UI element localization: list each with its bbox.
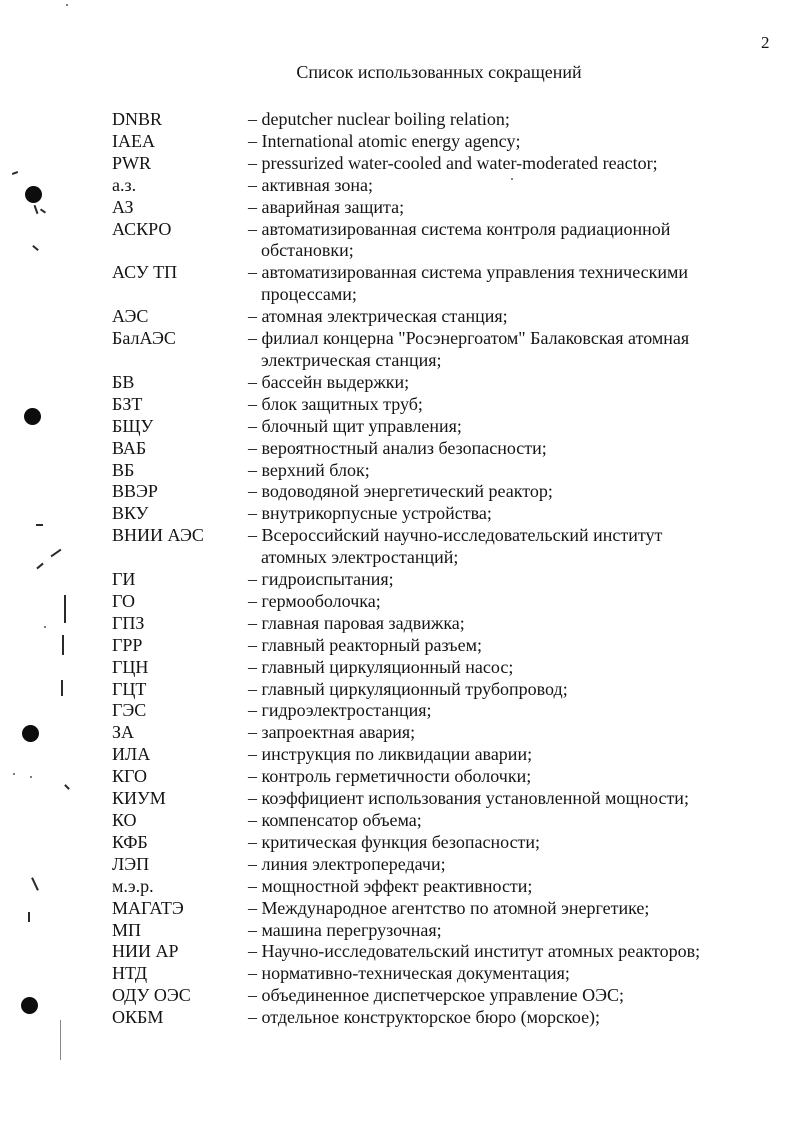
abbreviation-term: ГРР xyxy=(112,634,143,655)
abbreviation-term: НИИ АР xyxy=(112,941,179,962)
abbreviation-row xyxy=(112,613,752,635)
abbreviation-term: АСУ ТП xyxy=(112,262,178,283)
abbreviation-definition xyxy=(248,657,752,679)
definition-line: – главная паровая задвижка; xyxy=(248,612,465,633)
definition-continuation: обстановки; xyxy=(261,240,354,261)
abbreviation-row xyxy=(112,394,752,416)
abbreviation-definition xyxy=(248,876,752,898)
abbreviation-term: PWR xyxy=(112,152,152,173)
abbreviation-term: ВНИИ АЭС xyxy=(112,525,204,546)
abbreviation-term: БВ xyxy=(112,371,135,392)
abbreviation-definition xyxy=(248,197,752,219)
abbreviation-term: КГО xyxy=(112,766,147,787)
abbreviation-row xyxy=(112,481,752,503)
abbreviation-row xyxy=(112,328,752,372)
abbreviation-definition xyxy=(248,985,752,1007)
abbreviation-row xyxy=(112,679,752,701)
abbreviation-term: ИЛА xyxy=(112,744,151,765)
abbreviation-term: ВАБ xyxy=(112,437,147,458)
abbreviation-row xyxy=(112,372,752,394)
abbreviation-definition xyxy=(248,832,752,854)
abbreviation-term: КИУМ xyxy=(112,788,166,809)
abbreviation-definition xyxy=(248,613,752,635)
abbreviation-definition xyxy=(248,569,752,591)
definition-line: – pressurized water-cooled and water-moderated reactor; xyxy=(248,152,658,173)
punch-hole xyxy=(22,725,39,742)
definition-line: – контроль герметичности оболочки; xyxy=(248,766,532,787)
abbreviation-row xyxy=(112,197,752,219)
scan-mark xyxy=(12,171,18,175)
abbreviation-definition xyxy=(248,635,752,657)
abbreviation-definition xyxy=(248,898,752,920)
definition-line: – коэффициент использования установленной мощности; xyxy=(248,788,689,809)
abbreviation-row xyxy=(112,438,752,460)
abbreviation-row xyxy=(112,503,752,525)
abbreviation-term: АЗ xyxy=(112,196,134,217)
abbreviation-term: а.з. xyxy=(112,174,137,195)
abbreviation-term: ОДУ ОЭС xyxy=(112,985,191,1006)
scan-mark xyxy=(36,524,43,526)
definition-line: – филиал концерна "Росэнергоатом" Балаковская атомная xyxy=(248,328,690,349)
abbreviation-row xyxy=(112,416,752,438)
abbreviation-term: МП xyxy=(112,919,142,940)
definition-line: – главный реакторный разъем; xyxy=(248,634,482,655)
definition-line: – атомная электрическая станция; xyxy=(248,306,508,327)
scan-mark xyxy=(51,549,62,558)
abbreviation-definition xyxy=(248,131,752,153)
abbreviation-row xyxy=(112,985,752,1007)
definition-line: – машина перегрузочная; xyxy=(248,919,442,940)
definition-line: – deputcher nuclear boiling relation; xyxy=(248,109,510,129)
abbreviation-term: м.э.р. xyxy=(112,875,154,896)
definition-line: – верхний блок; xyxy=(248,459,370,480)
abbreviation-definition xyxy=(248,920,752,942)
definition-continuation: процессами; xyxy=(261,284,357,305)
definition-line: – Научно-исследовательский институт атомных реакторов; xyxy=(248,941,701,962)
abbreviation-definition xyxy=(248,525,752,569)
definition-line: – отдельное конструкторское бюро (морское); xyxy=(248,1007,601,1028)
definition-line: – гидроэлектростанция; xyxy=(248,700,432,721)
abbreviation-definition xyxy=(248,219,752,263)
scan-dot xyxy=(511,178,513,180)
abbreviation-term: ГПЗ xyxy=(112,612,145,633)
abbreviation-term: НТД xyxy=(112,963,148,984)
abbreviation-term: МАГАТЭ xyxy=(112,897,184,918)
abbreviation-definition xyxy=(248,438,752,460)
abbreviation-definition xyxy=(248,503,752,525)
abbreviation-row xyxy=(112,306,752,328)
definition-line: – главный циркуляционный трубопровод; xyxy=(248,678,568,699)
abbreviation-row xyxy=(112,941,752,963)
abbreviation-term: ВБ xyxy=(112,459,135,480)
abbreviation-definition xyxy=(248,722,752,744)
abbreviation-term: ГЦН xyxy=(112,656,149,677)
definition-line: – бассейн выдержки; xyxy=(248,371,410,392)
abbreviation-row xyxy=(112,898,752,920)
abbreviation-term: ВВЭР xyxy=(112,481,158,502)
definition-line: – внутрикорпусные устройства; xyxy=(248,503,492,524)
abbreviation-definition xyxy=(248,109,752,131)
abbreviation-definition xyxy=(248,460,752,482)
abbreviation-term: ВКУ xyxy=(112,503,149,524)
abbreviation-row xyxy=(112,920,752,942)
definition-continuation: атомных электростанций; xyxy=(261,547,459,568)
scan-dot xyxy=(66,4,68,6)
definition-line: – линия электропередачи; xyxy=(248,853,446,874)
abbreviation-row xyxy=(112,832,752,854)
scan-mark xyxy=(61,680,63,696)
definition-line: – гермооболочка; xyxy=(248,590,381,611)
abbreviation-row xyxy=(112,766,752,788)
definition-line: – водоводяной энергетический реактор; xyxy=(248,481,553,502)
abbreviation-definition xyxy=(248,328,752,372)
definition-line: – запроектная авария; xyxy=(248,722,416,743)
abbreviation-definition xyxy=(248,1007,752,1029)
scan-mark xyxy=(34,205,39,214)
abbreviation-definition xyxy=(248,394,752,416)
abbreviation-term: ГЦТ xyxy=(112,678,147,699)
punch-hole xyxy=(25,186,42,203)
definition-line: – активная зона; xyxy=(248,174,374,195)
scan-dot xyxy=(44,626,46,628)
abbreviation-row xyxy=(112,744,752,766)
abbreviation-definition xyxy=(248,744,752,766)
abbreviation-row xyxy=(112,1007,752,1029)
definition-line: – аварийная защита; xyxy=(248,196,405,217)
abbreviation-row xyxy=(112,810,752,832)
definition-line: – блочный щит управления; xyxy=(248,415,462,436)
abbreviation-term: АСКРО xyxy=(112,218,172,239)
scan-mark xyxy=(31,877,39,891)
definition-line: – вероятностный анализ безопасности; xyxy=(248,437,547,458)
abbreviation-definition xyxy=(248,788,752,810)
abbreviation-row xyxy=(112,657,752,679)
abbreviation-term: КФБ xyxy=(112,831,148,852)
scan-mark xyxy=(28,912,30,922)
definition-line: – инструкция по ликвидации аварии; xyxy=(248,744,533,765)
scan-mark xyxy=(36,563,43,570)
abbreviation-term: БЩУ xyxy=(112,415,154,436)
abbreviation-term: ГО xyxy=(112,590,135,611)
abbreviation-definition xyxy=(248,941,752,963)
abbreviation-row xyxy=(112,722,752,744)
scan-mark xyxy=(32,245,39,251)
definition-line: – объединенное диспетчерское управление ОЭС; xyxy=(248,985,624,1006)
abbreviation-row xyxy=(112,219,752,263)
abbreviation-definition xyxy=(248,262,752,306)
abbreviation-row xyxy=(112,175,752,197)
definition-line: – Международное агентство по атомной энергетике; xyxy=(248,897,650,918)
punch-hole xyxy=(24,408,41,425)
scan-mark xyxy=(64,784,70,790)
abbreviation-term: ЛЭП xyxy=(112,853,150,874)
abbreviation-row xyxy=(112,876,752,898)
abbreviation-row xyxy=(112,460,752,482)
abbreviation-term: КО xyxy=(112,810,137,830)
definition-line: – гидроиспытания; xyxy=(248,569,394,590)
scan-mark xyxy=(40,208,46,213)
abbreviation-term: ЗА xyxy=(112,722,135,743)
definition-line: – International atomic energy agency; xyxy=(248,130,521,151)
abbreviation-term: IAEA xyxy=(112,130,155,151)
abbreviation-row xyxy=(112,854,752,876)
abbreviation-row xyxy=(112,525,752,569)
abbreviation-row xyxy=(112,109,752,131)
abbreviation-definition xyxy=(248,175,752,197)
definition-line: – критическая функция безопасности; xyxy=(248,831,541,852)
definition-line: – автоматизированная система управления техническими xyxy=(248,262,689,283)
abbreviation-term: DNBR xyxy=(112,109,163,129)
abbreviation-definition xyxy=(248,416,752,438)
definition-line: – блок защитных труб; xyxy=(248,393,423,414)
abbreviation-definition xyxy=(248,963,752,985)
abbreviation-definition xyxy=(248,306,752,328)
abbreviation-row xyxy=(112,153,752,175)
abbreviation-term: БЗТ xyxy=(112,393,143,414)
abbreviation-term: ГЭС xyxy=(112,700,147,721)
abbreviation-row xyxy=(112,963,752,985)
scan-dot xyxy=(30,776,32,778)
scan-dot xyxy=(13,773,15,775)
definition-line: – Всероссийский научно-исследовательский институт xyxy=(248,525,663,546)
scan-mark xyxy=(64,595,66,623)
definition-line: – автоматизированная система контроля радиационной xyxy=(248,218,671,239)
abbreviation-row xyxy=(112,591,752,613)
abbreviation-definition xyxy=(248,591,752,613)
scan-mark xyxy=(62,635,64,655)
abbreviation-definition xyxy=(248,810,752,832)
page-number: 2 xyxy=(761,33,770,52)
abbreviation-definition xyxy=(248,854,752,876)
definition-line: – главный циркуляционный насос; xyxy=(248,656,514,677)
abbreviation-definition xyxy=(248,481,752,503)
abbreviation-definition xyxy=(248,700,752,722)
abbreviation-term: АЭС xyxy=(112,306,149,327)
punch-hole xyxy=(21,997,38,1014)
definition-line: – мощностной эффект реактивности; xyxy=(248,875,533,896)
definition-line: – компенсатор объема; xyxy=(248,810,422,830)
definition-line: – нормативно-техническая документация; xyxy=(248,963,570,984)
abbreviation-row xyxy=(112,788,752,810)
definition-continuation: электрическая станция; xyxy=(261,349,442,370)
abbreviation-term: ГИ xyxy=(112,569,136,590)
abbreviation-definition xyxy=(248,679,752,701)
abbreviation-definition xyxy=(248,372,752,394)
abbreviation-row xyxy=(112,700,752,722)
abbreviation-term: ОКБМ xyxy=(112,1007,164,1028)
abbreviation-definition xyxy=(248,766,752,788)
page-title: Список использованных сокращений xyxy=(296,62,582,82)
abbreviation-row xyxy=(112,635,752,657)
abbreviation-definition xyxy=(248,153,752,175)
abbreviation-term: БалАЭС xyxy=(112,328,176,349)
abbreviation-row xyxy=(112,131,752,153)
abbreviation-row xyxy=(112,262,752,306)
abbreviation-row xyxy=(112,569,752,591)
abbreviation-list xyxy=(112,109,752,1029)
scan-mark xyxy=(60,1020,61,1060)
